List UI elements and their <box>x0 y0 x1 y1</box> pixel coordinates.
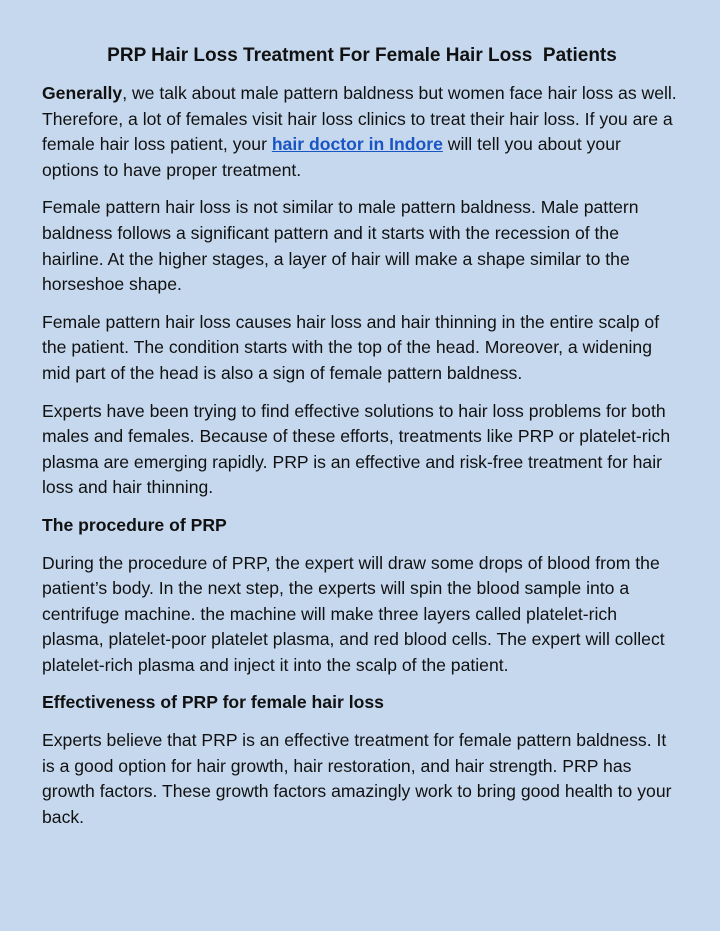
body-paragraph-effectiveness: Experts believe that PRP is an effective treatment for female pattern baldness. It is a good option for hair growth, hair restoration, and hair strength. PRP has growth factors. These growth factors amazingly work to bring good health to your back. <box>42 730 672 827</box>
hair-doctor-link[interactable]: hair doctor in Indore <box>271 134 443 155</box>
intro-paragraph <box>42 81 682 183</box>
heading-procedure: The procedure of PRP <box>42 514 227 535</box>
document-page <box>42 44 682 842</box>
intro-text-before-link: , we talk about male pattern baldness but women face hair loss as well. Therefore, a lot of females visit hair loss clinics to treat their hair loss. If you are a female hair loss patient, your <box>42 83 677 155</box>
body-paragraph-experts: Experts have been trying to find effective solutions to hair loss problems for both males and females. Because of these efforts, treatments like PRP or platelet-rich plasma are emerging rapidly. PRP is an effective and risk-free treatment for hair loss and hair thinning. <box>42 400 671 498</box>
page-title: PRP Hair Loss Treatment For Female Hair Loss Patients <box>107 45 617 66</box>
body-paragraph-scalp-thinning: Female pattern hair loss causes hair loss and hair thinning in the entire scalp of the patient. The condition starts with the top of the head. Moreover, a widening mid part of the head is also a sign of female pattern baldness. <box>42 311 660 383</box>
intro-lead-bold: Generally <box>42 83 123 103</box>
heading-effectiveness: Effectiveness of PRP for female hair loss <box>42 692 384 713</box>
intro-text-after-link: will tell you about your options to have proper treatment. <box>42 134 621 180</box>
body-paragraph-female-pattern: Female pattern hair loss is not similar to male pattern baldness. Male pattern baldness follows a significant pattern and it starts with the recession of the hairline. At the higher stages, a layer of hair will make a shape similar to the horseshoe shape. <box>42 197 639 295</box>
body-paragraph-procedure: During the procedure of PRP, the expert will draw some drops of blood from the patient’s body. In the next step, the experts will spin the blood sample into a centrifuge machine. the machine will make three layers called platelet-rich plasma, platelet-poor platelet plasma, and red blood cells. The expert will collect platelet-rich plasma and inject it into the scalp of the patient. <box>42 552 665 675</box>
